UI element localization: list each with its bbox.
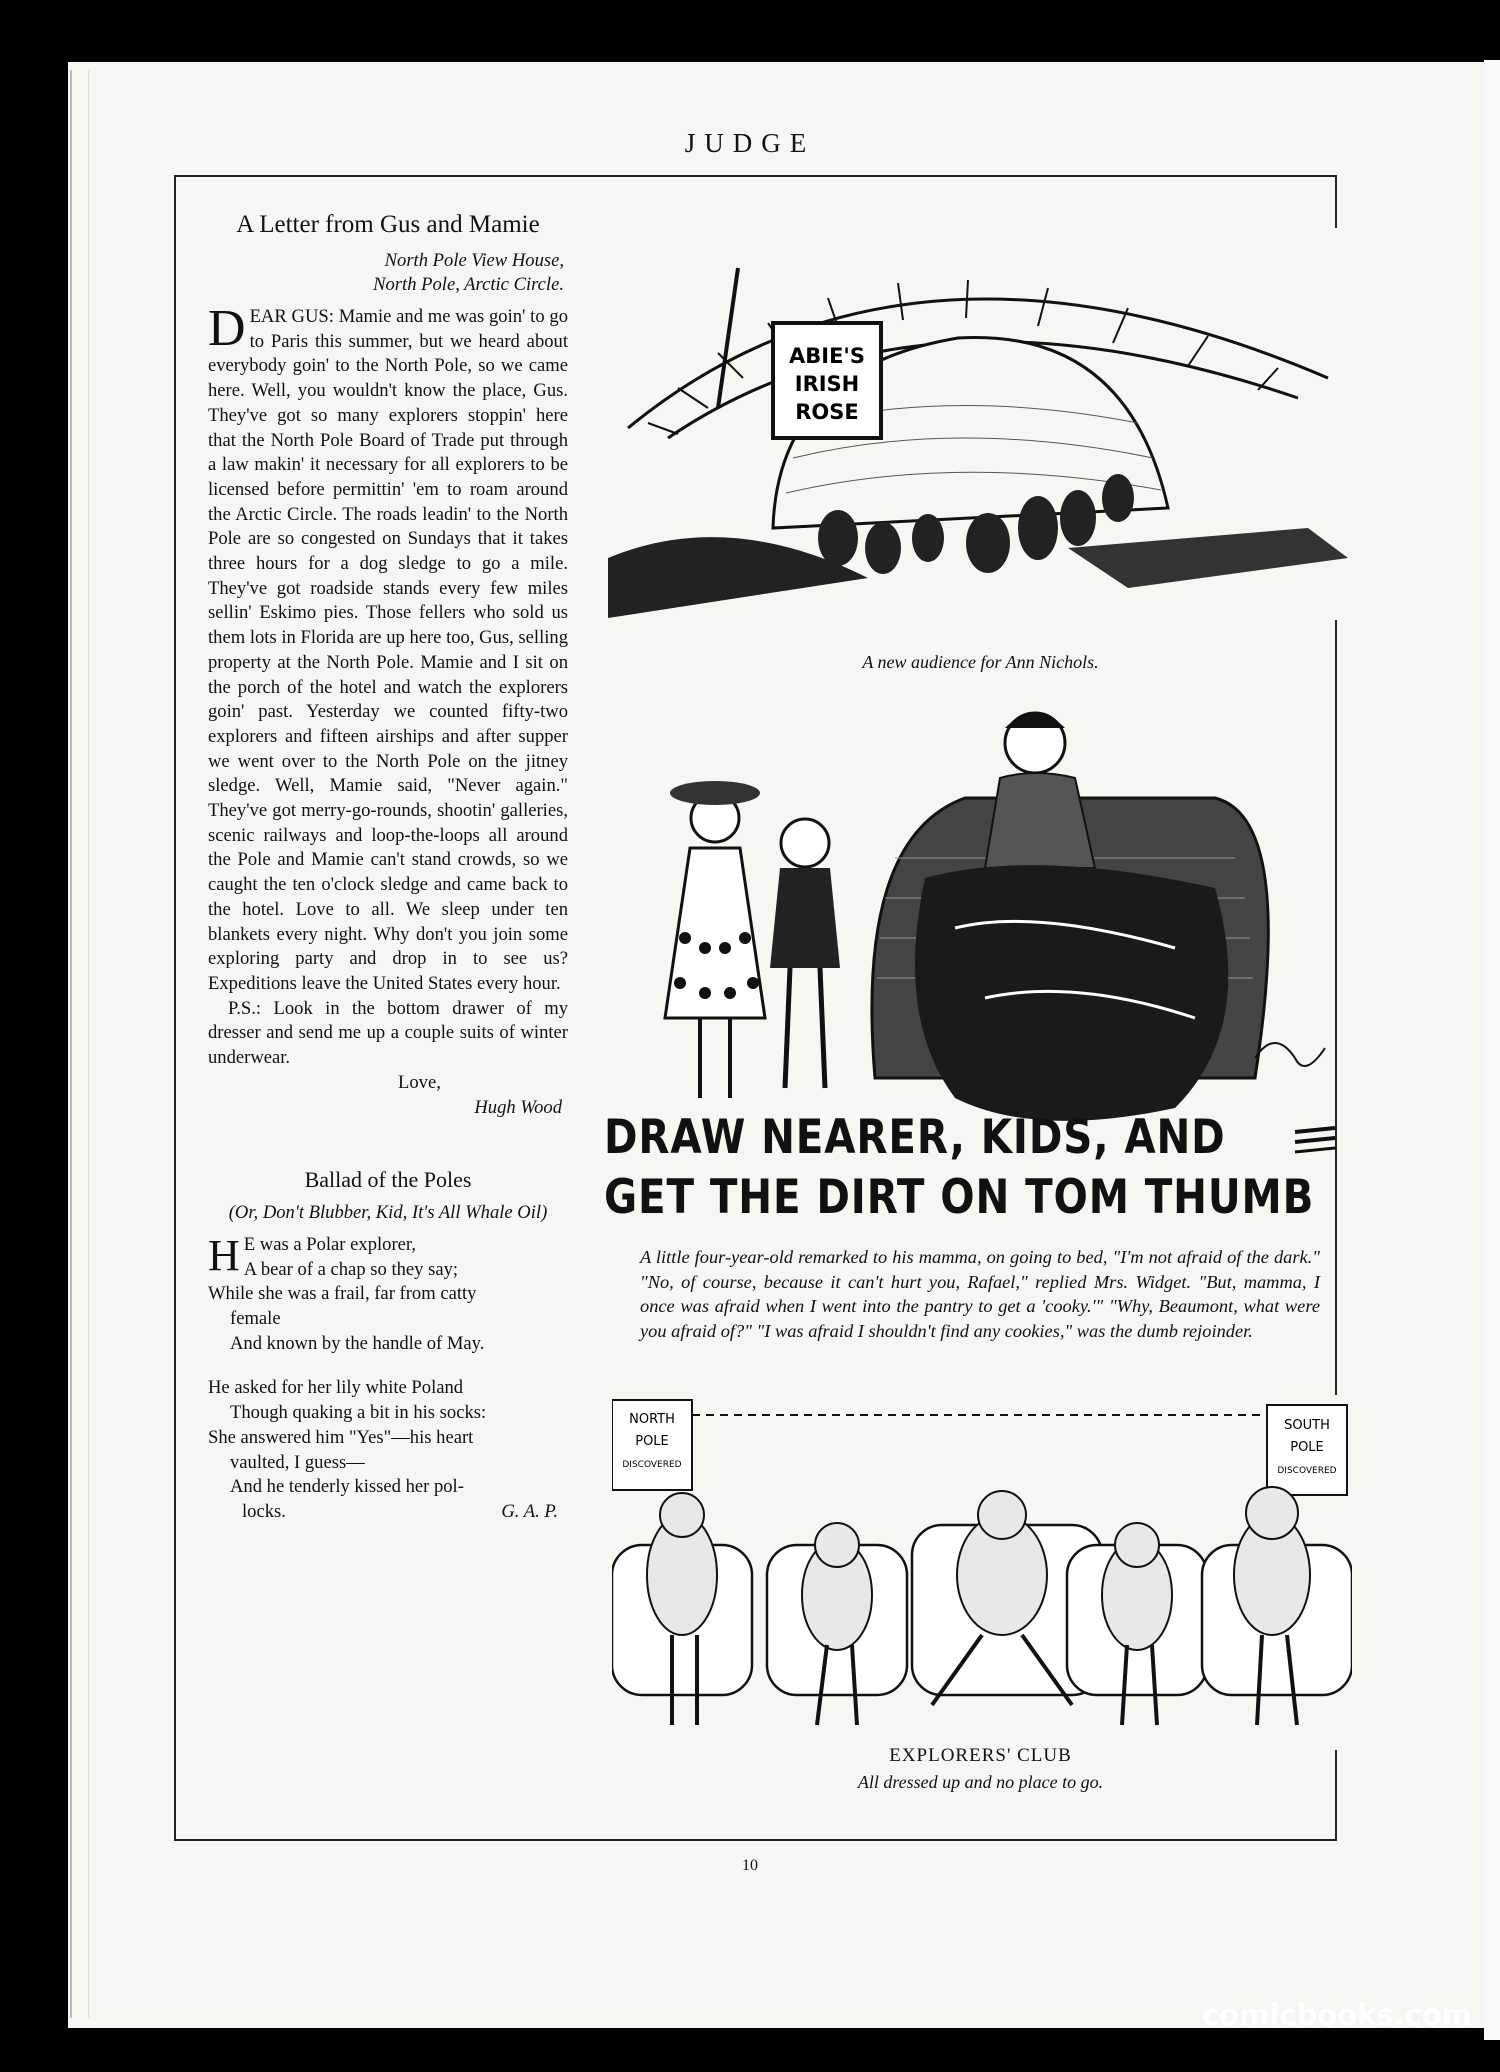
watermark: comicbooks.com bbox=[1202, 1998, 1472, 2032]
verse-line-last bbox=[208, 1500, 568, 1525]
north-sign-line-2: POLE bbox=[635, 1434, 669, 1449]
letter-signature: Hugh Wood bbox=[474, 1096, 562, 1118]
ballad-stanza-1 bbox=[208, 1230, 568, 1357]
page-edges bbox=[70, 70, 89, 2018]
woman-bodice bbox=[985, 773, 1095, 868]
explorers-club-illustration bbox=[612, 1395, 1352, 1750]
abies-sign bbox=[773, 323, 881, 438]
sign-line-1: ABIE'S bbox=[789, 344, 865, 368]
cartoon-abies-illustration bbox=[608, 228, 1353, 620]
explorers-club-caption: All dressed up and no place to go. bbox=[857, 1772, 1104, 1792]
verse-line: A bear of a chap so they say; bbox=[243, 1258, 459, 1280]
letter-postscript: P.S.: Look in the bottom drawer of my dresser and send me up a couple suits of winter underwear. bbox=[208, 997, 568, 1069]
letter-dateline bbox=[208, 249, 568, 297]
verse-line: He asked for her lily white Poland bbox=[208, 1377, 464, 1399]
verse-line: vaulted, I guess— bbox=[230, 1451, 365, 1473]
south-sign-line-1: SOUTH bbox=[1284, 1418, 1330, 1433]
cartoon-tom-thumb-illustration bbox=[655, 698, 1335, 1148]
letter-title: A Letter from Gus and Mamie bbox=[236, 211, 540, 238]
artist-signature-mark bbox=[1255, 1043, 1325, 1066]
south-sign-line-3: DISCOVERED bbox=[1277, 1466, 1337, 1476]
letter-body bbox=[208, 300, 569, 997]
girl-dress bbox=[665, 848, 765, 1018]
ballad-dropcap: H bbox=[208, 1230, 240, 1280]
ballad-signature: G. A. P. bbox=[501, 1500, 558, 1522]
dateline-line-1: North Pole View House, bbox=[384, 250, 564, 271]
ballad-title: Ballad of the Poles bbox=[304, 1167, 472, 1193]
sign-line-2: IRISH bbox=[794, 372, 860, 396]
page-number: 10 bbox=[742, 1857, 758, 1874]
boy-leg-left bbox=[785, 968, 790, 1088]
boy-head bbox=[781, 819, 829, 867]
cartoon-tom-thumb bbox=[655, 698, 1335, 1148]
dateline-line-2: North Pole, Arctic Circle. bbox=[373, 274, 564, 295]
verse-line: Though quaking a bit in his socks: bbox=[230, 1402, 487, 1424]
verse-line: E was a Polar explorer, bbox=[243, 1233, 417, 1255]
woman-hair bbox=[1005, 713, 1065, 728]
headline-line-2: GET THE DIRT ON TOM THUMB bbox=[604, 1170, 1315, 1225]
boy-coat bbox=[770, 868, 840, 968]
south-pole-sign bbox=[1267, 1405, 1347, 1495]
north-pole-sign bbox=[612, 1400, 692, 1490]
explorers-club-title: EXPLORERS' CLUB bbox=[889, 1745, 1072, 1766]
joke-paragraph: A little four-year-old remarked to his mamma, on going to bed, "I'm not afraid of the dark." "No, of course, because it can't hurt you, Rafael," replied Mrs. Widget. "But, mamma, I once was afraid when I went into the pantry to get a 'cooky.'" "Why, Beaumont, what were you afraid of?" "I was afraid I shouldn't find any cookies," was the dumb rejoinder. bbox=[640, 1247, 1320, 1341]
cartoon-explorers-club bbox=[612, 1395, 1352, 1750]
letter-text: Mamie and me was goin' to go to Paris this summer, but we heard about everybody goin' to the North Pole, so we came here. Well, you wouldn't know the place, Gus. They've got so many explorers stoppin' here that the North Pole Board of Trade put through a law makin' it necessary for all explorers to be licensed before permittin' 'em to roam around the Arctic Circle. The roads leadin' to the North Pole are so congested on Sundays that it takes three hours for a dog sledge to go a mile. They've got roadside stands every few miles sellin' Eskimo pies. Those fellers who sold us them lots in Florida are up here too, Gus, selling property at the North Pole. Mamie and I sit on the porch of the hotel and watch the explorers goin' past. Yesterday we counted fifty-two explorers and fifteen airships and after supper we went over to the North Pole on the jitney sledge. Well, Mamie said, "Never again." They've got merry-go-rounds, shootin' galleries, scenic railways and loop-the-loops all around the Pole and Mamie can't stand crowds, so we caught the ten o'clock sledge and came back to the hotel. Love to all. We sleep under ten blankets every night. Why don't you join some exploring party and drop in to see us? Expeditions leave the United States every hour. bbox=[208, 306, 569, 994]
verse-line: And known by the handle of May. bbox=[230, 1332, 485, 1354]
cartoon1-caption: A new audience for Ann Nichols. bbox=[862, 652, 1099, 672]
left-column bbox=[208, 210, 568, 1525]
letter-dropcap: D bbox=[208, 300, 246, 357]
south-sign-line-2: POLE bbox=[1290, 1440, 1324, 1455]
verse-line: female bbox=[230, 1308, 281, 1330]
tom-thumb-headline bbox=[604, 1108, 1315, 1228]
boy-leg-right bbox=[820, 968, 825, 1088]
letter-closing: Love, bbox=[398, 1071, 441, 1093]
verse-line: And he tenderly kissed her pol- bbox=[230, 1476, 464, 1498]
facing-page-edge bbox=[1484, 60, 1500, 2040]
girl-hat bbox=[670, 781, 760, 805]
right-ice-shadow bbox=[1068, 528, 1348, 588]
cartoon-abies-irish-rose bbox=[608, 228, 1353, 620]
north-sign-line-3: DISCOVERED bbox=[622, 1460, 682, 1470]
flag-pole bbox=[718, 268, 738, 408]
ballad-stanza-2 bbox=[208, 1376, 568, 1524]
letter-salutation: EAR GUS: bbox=[249, 306, 334, 327]
verse-line: locks. bbox=[242, 1500, 286, 1522]
verse-line: While she was a frail, far from catty bbox=[208, 1283, 477, 1305]
ballad-subtitle: (Or, Don't Blubber, Kid, It's All Whale Oil) bbox=[228, 1201, 548, 1223]
headline-speed-lines bbox=[1290, 1126, 1340, 1156]
verse-line: She answered him "Yes"—his heart bbox=[208, 1426, 474, 1448]
north-sign-line-1: NORTH bbox=[629, 1412, 675, 1427]
sign-line-3: ROSE bbox=[795, 400, 859, 424]
masthead: JUDGE bbox=[684, 128, 816, 158]
headline-line-1: DRAW NEARER, KIDS, AND bbox=[604, 1110, 1226, 1165]
